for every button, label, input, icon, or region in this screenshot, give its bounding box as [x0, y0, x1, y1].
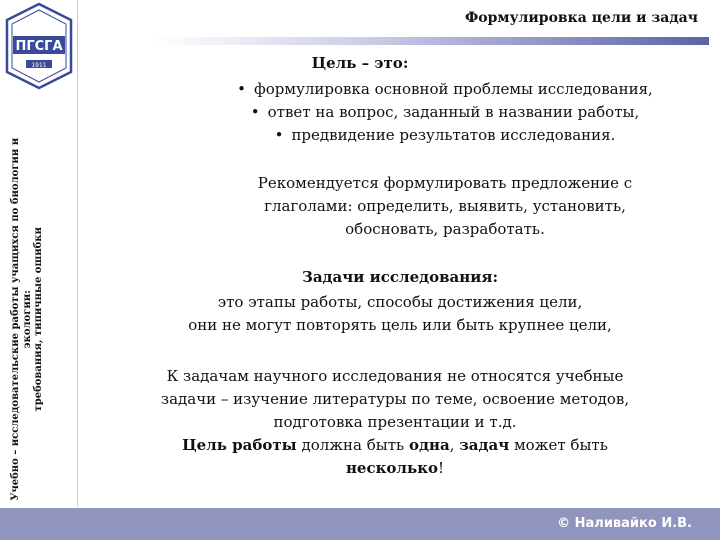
logo-text: ПГСГА	[15, 39, 63, 54]
course-vertical-title	[10, 109, 45, 529]
note-conclusion-line: несколько!	[345, 459, 445, 477]
sidebar	[0, 0, 78, 507]
recommendation-line: обосновать, разработать.	[345, 220, 545, 238]
goal-heading: Цель – это:	[311, 54, 409, 72]
tasks-description	[140, 291, 660, 337]
tasks-heading: Задачи исследования:	[302, 268, 498, 286]
university-logo	[4, 2, 74, 90]
recommendation-text	[225, 172, 665, 241]
note-line: подготовка презентации и т.д.	[273, 413, 517, 431]
copyright-text: © Наливайко И.В.	[557, 516, 692, 531]
note-line: К задачам научного исследования не относятся учебные	[166, 367, 624, 385]
note-conclusion-line: Цель работы должна быть одна, задач может быть	[182, 436, 608, 454]
goal-list-item: • предвидение результатов исследования.	[274, 126, 616, 144]
header-divider	[155, 37, 709, 45]
note-text	[130, 365, 660, 480]
goal-list	[200, 78, 690, 147]
logo-year: 1911	[31, 62, 47, 69]
slide-title: Формулировка цели и задач	[465, 10, 698, 26]
recommendation-line: глаголами: определить, выявить, установить,	[264, 197, 626, 215]
course-title-line2: требования, типичные ошибки	[32, 227, 44, 412]
note-line: задачи – изучение литературы по теме, освоение методов,	[160, 390, 630, 408]
goal-list-item: • ответ на вопрос, заданный в названии работы,	[250, 103, 640, 121]
recommendation-line: Рекомендуется формулировать предложение с	[257, 174, 633, 192]
tasks-line: они не могут повторять цель или быть крупнее цели,	[188, 316, 612, 334]
footer-bar	[0, 508, 720, 540]
course-title-line1: Учебно – исследовательские работы учащихся по биологии и экологии:	[9, 137, 33, 501]
tasks-line: это этапы работы, способы достижения цели,	[217, 293, 583, 311]
goal-list-item: • формулировка основной проблемы исследования,	[237, 80, 653, 98]
